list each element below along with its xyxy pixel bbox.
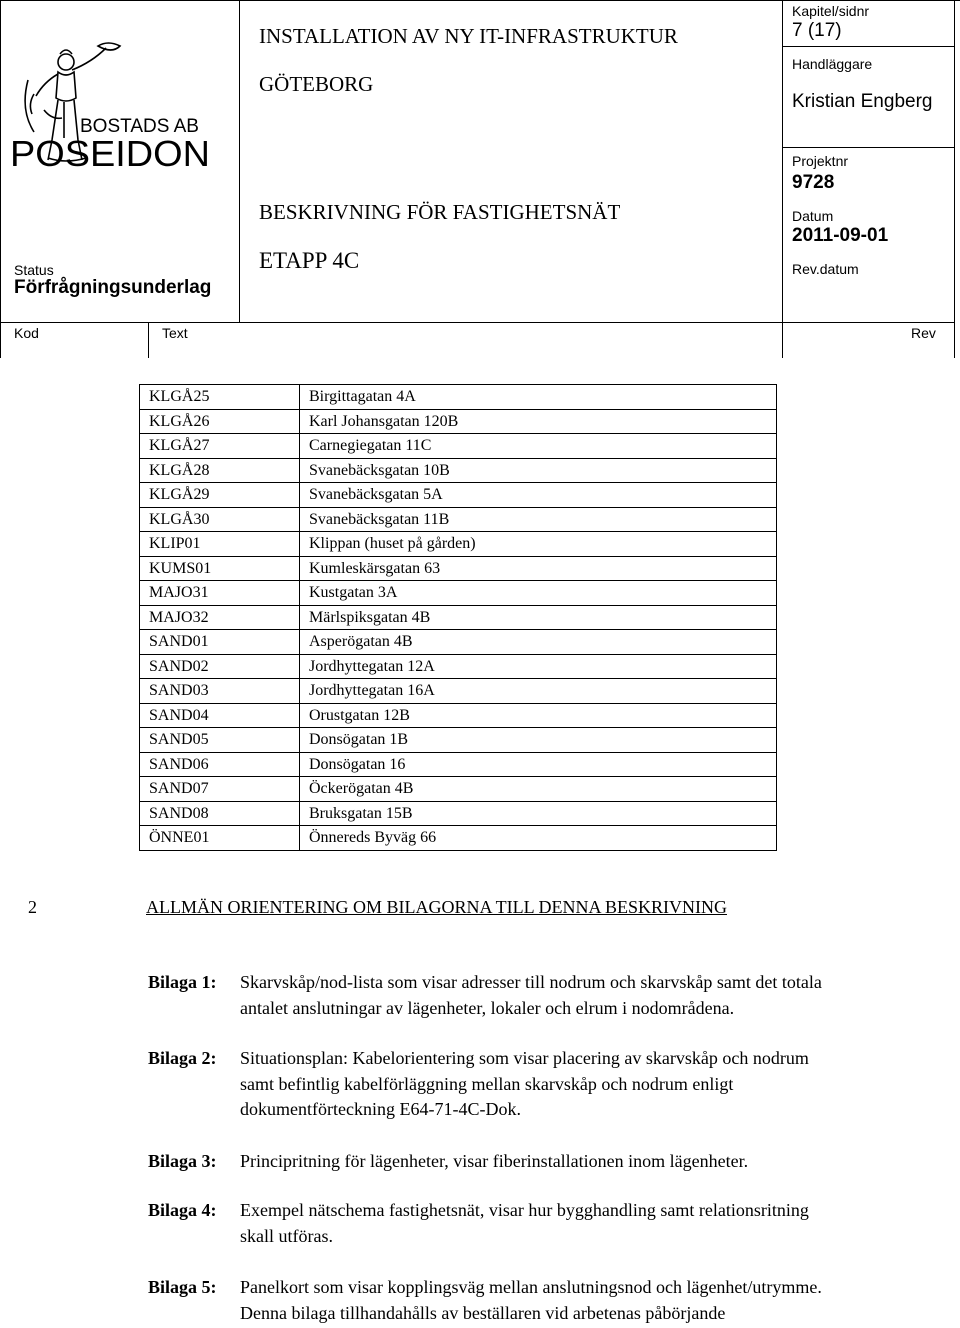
document-header xyxy=(0,0,960,358)
node-code-cell: KLIP01 xyxy=(140,532,300,557)
handler-label: Handläggare xyxy=(792,56,873,72)
node-code-cell: KUMS01 xyxy=(140,556,300,581)
node-code-cell: SAND06 xyxy=(140,752,300,777)
attachment-description-line: Denna bilaga tillhandahålls av beställaren vid arbetenas påbörjande xyxy=(240,1302,726,1323)
address-cell: Asperögatan 4B xyxy=(300,630,777,655)
node-code-cell: MAJO32 xyxy=(140,605,300,630)
poseidon-figure-icon xyxy=(8,40,218,190)
title-city: GÖTEBORG xyxy=(259,72,374,96)
address-cell: Märlspiksgatan 4B xyxy=(300,605,777,630)
status-value: Förfrågningsunderlag xyxy=(14,277,212,298)
attachment-description-line: Principritning för lägenheter, visar fiberinstallationen inom lägenheter. xyxy=(240,1151,749,1171)
handler-value: Kristian Engberg xyxy=(792,91,933,112)
node-code-cell: KLGÅ29 xyxy=(140,483,300,508)
table-row xyxy=(140,507,777,532)
table-row xyxy=(140,385,777,410)
col-header-rev: Rev xyxy=(911,325,936,341)
node-code-cell: KLGÅ26 xyxy=(140,409,300,434)
node-code-cell: ÖNNE01 xyxy=(140,826,300,851)
attachment-description-line: Panelkort som visar kopplingsväg mellan anslutningsnod och lägenhet/utrymme. xyxy=(240,1277,822,1297)
attachment-description xyxy=(240,1198,960,1249)
table-row xyxy=(140,703,777,728)
table-row xyxy=(140,483,777,508)
table-row xyxy=(140,752,777,777)
attachment-description-line: Exempel nätschema fastighetsnät, visar hur bygghandling samt relationsritning xyxy=(240,1200,809,1220)
table-row xyxy=(140,434,777,459)
node-code-cell: SAND08 xyxy=(140,801,300,826)
attachment-description-line: Situationsplan: Kabelorientering som visar placering av skarvskåp och nodrum xyxy=(240,1048,809,1068)
attachment-description xyxy=(240,1275,960,1326)
header-rule-chapter xyxy=(782,46,954,47)
node-code-cell: SAND05 xyxy=(140,728,300,753)
table-row xyxy=(140,605,777,630)
node-code-cell: SAND07 xyxy=(140,777,300,802)
date-label: Datum xyxy=(792,208,834,224)
address-cell: Donsögatan 1B xyxy=(300,728,777,753)
date-value: 2011-09-01 xyxy=(792,225,889,246)
table-row xyxy=(140,826,777,851)
logo-text-bostads: BOSTADS AB xyxy=(80,116,199,137)
attachment-description-line: skall utföras. xyxy=(240,1225,333,1246)
project-value: 9728 xyxy=(792,172,835,193)
attachment-label: Bilaga 2: xyxy=(148,1048,217,1068)
address-cell: Jordhyttegatan 12A xyxy=(300,654,777,679)
title-description: BESKRIVNING FÖR FASTIGHETSNÄT xyxy=(259,200,621,224)
table-row xyxy=(140,581,777,606)
address-cell: Donsögatan 16 xyxy=(300,752,777,777)
attachment-description-line: samt befintlig kabelförläggning mellan skarvskåp och nodrum enligt xyxy=(240,1073,734,1094)
address-cell: Carnegiegatan 11C xyxy=(300,434,777,459)
address-cell: Önnereds Byväg 66 xyxy=(300,826,777,851)
address-cell: Kumleskärsgatan 63 xyxy=(300,556,777,581)
header-divider-right xyxy=(782,0,783,358)
address-cell: Bruksgatan 15B xyxy=(300,801,777,826)
node-code-cell: SAND01 xyxy=(140,630,300,655)
address-cell: Svanebäcksgatan 11B xyxy=(300,507,777,532)
attachment-description xyxy=(240,970,960,1021)
table-row xyxy=(140,728,777,753)
node-code-cell: SAND03 xyxy=(140,679,300,704)
header-rule-handler xyxy=(782,147,954,148)
header-left-border xyxy=(0,0,1,358)
table-row xyxy=(140,777,777,802)
table-row xyxy=(140,679,777,704)
node-code-cell: KLGÅ30 xyxy=(140,507,300,532)
revdate-label: Rev.datum xyxy=(792,261,859,277)
node-code-cell: KLGÅ28 xyxy=(140,458,300,483)
table-row xyxy=(140,654,777,679)
poseidon-logo xyxy=(8,40,218,190)
node-code-cell: SAND04 xyxy=(140,703,300,728)
logo-text-poseidon: POSEIDON xyxy=(10,133,210,174)
attachment-label: Bilaga 5: xyxy=(148,1277,217,1297)
attachment-label: Bilaga 3: xyxy=(148,1151,217,1171)
address-cell: Karl Johansgatan 120B xyxy=(300,409,777,434)
table-row xyxy=(140,458,777,483)
node-address-table xyxy=(139,384,777,851)
attachment-description-line: antalet anslutningar av lägenheter, lokaler och elrum i nodområdena. xyxy=(240,997,735,1018)
section-title: ALLMÄN ORIENTERING OM BILAGORNA TILL DENNA BESKRIVNING xyxy=(146,897,727,917)
node-code-cell: KLGÅ25 xyxy=(140,385,300,410)
header-right-border xyxy=(954,0,955,358)
chapter-label: Kapitel/sidnr xyxy=(792,3,870,19)
status-label: Status xyxy=(14,262,54,278)
attachment-description-line: Skarvskåp/nod-lista som visar adresser till nodrum och skarvskåp samt det totala xyxy=(240,972,822,992)
section-number: 2 xyxy=(28,897,37,917)
table-row xyxy=(140,409,777,434)
address-cell: Svanebäcksgatan 10B xyxy=(300,458,777,483)
node-code-cell: MAJO31 xyxy=(140,581,300,606)
table-row xyxy=(140,556,777,581)
project-label: Projektnr xyxy=(792,153,849,169)
attachment-label: Bilaga 4: xyxy=(148,1200,217,1220)
title-installation: INSTALLATION AV NY IT-INFRASTRUKTUR xyxy=(259,24,678,48)
col-divider-kod xyxy=(148,322,149,358)
attachment-label: Bilaga 1: xyxy=(148,972,217,992)
address-cell: Jordhyttegatan 16A xyxy=(300,679,777,704)
attachment-description-line: dokumentförteckning E64-71-4C-Dok. xyxy=(240,1099,521,1119)
address-cell: Orustgatan 12B xyxy=(300,703,777,728)
node-code-cell: KLGÅ27 xyxy=(140,434,300,459)
header-top-border xyxy=(0,0,960,1)
node-code-cell: SAND02 xyxy=(140,654,300,679)
table-row xyxy=(140,532,777,557)
chapter-value: 7 (17) xyxy=(792,20,842,41)
address-cell: Öckerögatan 4B xyxy=(300,777,777,802)
title-stage: ETAPP 4C xyxy=(259,248,360,273)
address-cell: Svanebäcksgatan 5A xyxy=(300,483,777,508)
address-cell: Kustgatan 3A xyxy=(300,581,777,606)
table-row xyxy=(140,630,777,655)
address-cell: Birgittagatan 4A xyxy=(300,385,777,410)
attachment-description xyxy=(240,1046,960,1123)
attachment-description xyxy=(240,1149,960,1175)
col-header-text: Text xyxy=(162,325,188,341)
table-row xyxy=(140,801,777,826)
address-cell: Klippan (huset på gården) xyxy=(300,532,777,557)
col-header-kod: Kod xyxy=(14,325,39,341)
header-bottom-rule xyxy=(0,322,954,323)
header-divider-left xyxy=(239,0,240,322)
